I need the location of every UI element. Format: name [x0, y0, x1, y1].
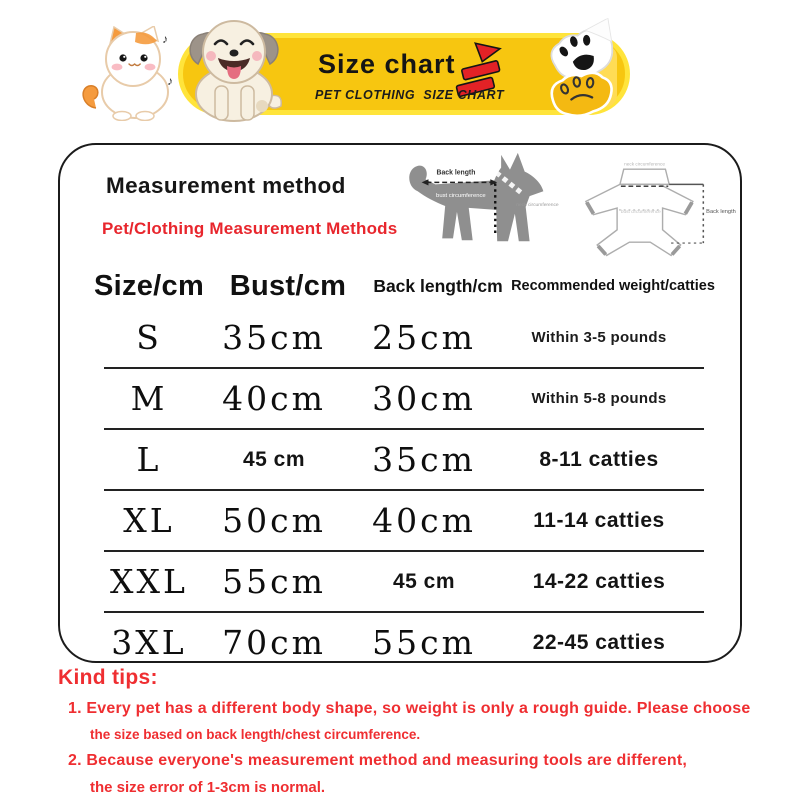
header-bust: Bust/cm — [229, 269, 347, 302]
garment-measurement-diagram — [565, 157, 745, 261]
garment-back-length-label: Back length — [706, 208, 736, 215]
table-row — [104, 430, 704, 491]
garment-collar — [620, 169, 669, 184]
table-cell: 35cm — [222, 318, 326, 357]
header-weight: Recommended weight/catties — [511, 278, 715, 294]
tip-line: 1. Every pet has a different body shape, so weight is only a rough guide. Please choose — [68, 700, 751, 717]
cat-tail — [83, 86, 98, 108]
size-table-rows — [104, 308, 704, 672]
dog-back-length-label: Back length — [436, 169, 476, 177]
table-cell: 40cm — [372, 501, 476, 540]
dog-neck-label: neck circumference — [516, 202, 559, 208]
table-row — [104, 491, 704, 552]
tip-line: the size based on back length/chest circumference. — [90, 727, 421, 742]
table-cell: 3XL — [111, 623, 187, 662]
header-size: Size/cm — [93, 269, 205, 302]
tip-line: 2. Because everyone's measurement method and measuring tools are different, — [68, 752, 688, 769]
measurement-subtitle: Pet/Clothing Measurement Methods — [102, 219, 398, 238]
garment-bust-label: bust circumference — [620, 209, 661, 215]
table-row — [104, 552, 704, 613]
table-header-row — [93, 264, 715, 308]
table-row — [104, 308, 704, 369]
table-cell: 55cm — [372, 623, 476, 662]
measurement-and-table-box — [58, 143, 742, 663]
table-cell: 70cm — [222, 623, 326, 662]
header-back-length: Back length/cm — [373, 275, 503, 296]
table-cell: 22-45 catties — [532, 630, 666, 654]
dog-illustration — [170, 18, 300, 123]
garment-neck-label: neck circumference — [624, 162, 666, 168]
tip-line: the size error of 1-3cm is normal. — [90, 779, 326, 796]
banner-title: Size chart — [318, 49, 456, 79]
table-cell: 14-22 catties — [532, 569, 666, 593]
garment-body — [586, 184, 693, 255]
table-cell: Within 5-8 pounds — [531, 390, 667, 407]
table-cell: 11-14 catties — [533, 508, 665, 532]
table-cell: Within 3-5 pounds — [531, 329, 667, 346]
table-cell: 45 cm — [392, 569, 456, 593]
table-row — [104, 613, 704, 672]
table-cell: L — [136, 440, 162, 479]
table-cell: 40cm — [222, 379, 326, 418]
table-cell: M — [130, 379, 168, 418]
table-cell: 25cm — [372, 318, 476, 357]
table-cell: S — [136, 318, 162, 357]
tips-lines — [58, 700, 764, 796]
banner-subtitle: PET CLOTHING SIZE CHART — [315, 88, 505, 102]
tips-title: Kind tips: — [58, 666, 158, 689]
table-cell: 8-11 catties — [539, 447, 659, 471]
table-cell: XXL — [110, 562, 188, 601]
measurement-title: Measurement method — [106, 173, 346, 198]
table-row — [104, 369, 704, 430]
size-table — [93, 264, 715, 672]
table-cell: 45 cm — [242, 447, 306, 471]
music-note-decoration: ♪ — [162, 32, 168, 46]
kind-tips-section — [58, 666, 764, 796]
dog-bust-label: bust circumference — [436, 193, 486, 200]
yellow-paw-sticker-icon — [543, 65, 621, 123]
table-cell: 50cm — [222, 501, 326, 540]
table-cell: XL — [123, 501, 175, 540]
music-note-decoration: ♪ — [167, 74, 173, 88]
table-cell: 35cm — [372, 440, 476, 479]
table-cell: 55cm — [222, 562, 326, 601]
dog-measurement-diagram — [400, 147, 562, 259]
table-cell: 30cm — [372, 379, 476, 418]
